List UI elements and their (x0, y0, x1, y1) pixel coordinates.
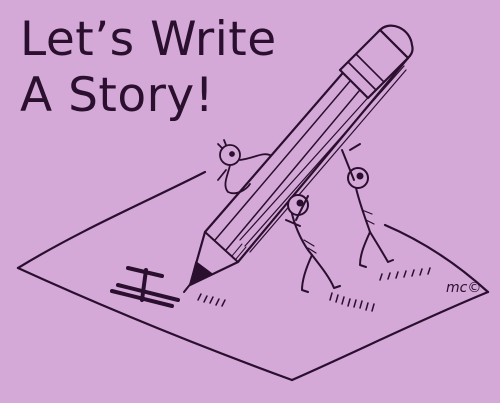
writing-scribbles (198, 268, 430, 311)
title-line-2: A Story! (20, 68, 215, 123)
title-line-1: Let’s Write (20, 12, 277, 67)
carrier-figure-front (286, 195, 340, 292)
artist-signature: mc© (446, 280, 482, 296)
letter-i-text: I (140, 300, 141, 301)
giant-pencil (184, 26, 413, 292)
letter-i-mark (112, 268, 178, 306)
carrier-figure-back (342, 144, 393, 267)
